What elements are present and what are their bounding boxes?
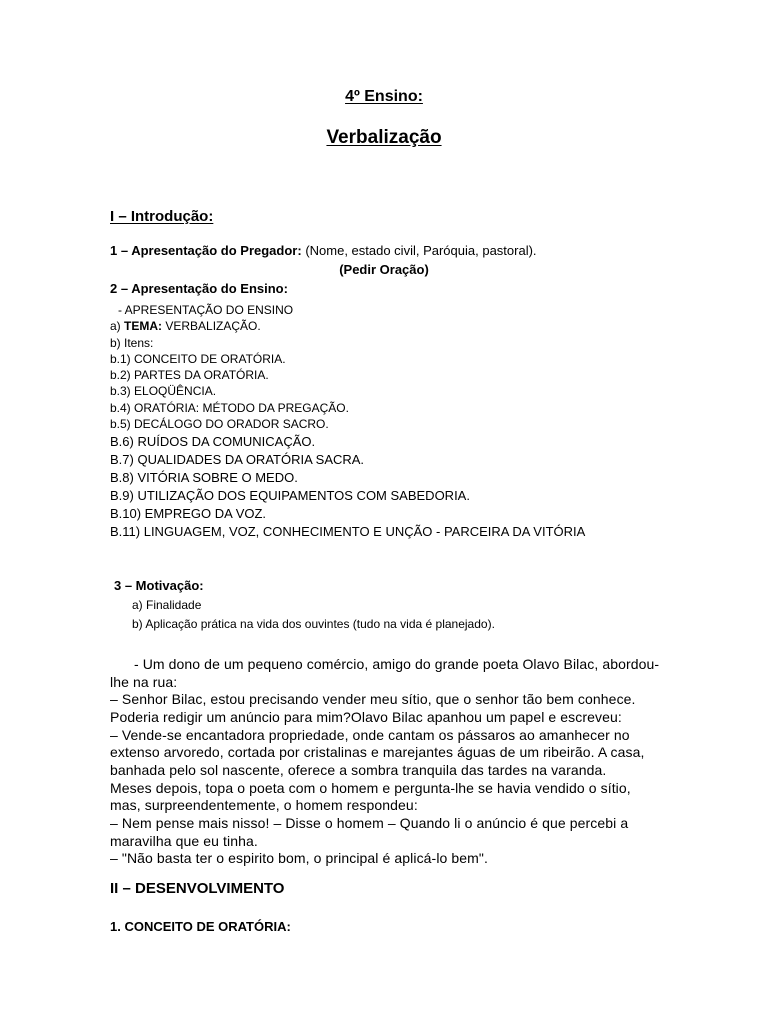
story-line: – Senhor Bilac, estou precisando vender meu sítio, que o senhor tão bem conhece. [110,691,636,707]
story-line: – Nem pense mais nisso! – Disse o homem – Quando li o anúncio é que percebi a [110,815,629,831]
story-line: - Um dono de um pequeno comércio, amigo do grande poeta Olavo Bilac, abordou- [110,656,660,672]
story-line: – Vende-se encantadora propriedade, onde cantam os pássaros ao amanhecer no [110,727,630,743]
list-item: b.4) ORATÓRIA: MÉTODO DA PREGAÇÃO. [110,401,349,415]
motivation-item: a) Finalidade [132,598,202,612]
item-3-label: 3 – Motivação: [114,578,204,593]
theme-line [110,319,261,333]
list-item: B.6) RUÍDOS DA COMUNICAÇÃO. [110,434,316,449]
items-label: b) Itens: [110,336,154,350]
document-title: Verbalização [326,127,442,148]
list-item: b.1) CONCEITO DE ORATÓRIA. [110,352,286,366]
section-introduction: I – Introdução: [110,208,214,225]
story-line: lhe na rua: [110,674,178,690]
story-line: Poderia redigir um anúncio para mim?Olavo Bilac apanhou um papel e escreveu: [110,709,622,725]
theme-prefix: a) [110,319,125,333]
item-1-text: (Nome, estado civil, Paróquia, pastoral). [305,243,537,258]
list-item: B.10) EMPREGO DA VOZ. [110,506,267,521]
story-line: Meses depois, topa o poeta com o homem e pergunta-lhe se havia vendido o sítio, [110,780,631,796]
list-item: B.8) VITÓRIA SOBRE O MEDO. [110,470,298,485]
item-2-label: 2 – Apresentação do Ensino: [110,281,288,296]
theme-value: VERBALIZAÇÃO. [162,319,261,333]
story-line: – "Não basta ter o espirito bom, o principal é aplicá-lo bem". [110,850,488,866]
story-line: banhada pelo sol nascente, oferece a sombra tranquila das tardes na varanda. [110,762,607,778]
motivation-item: b) Aplicação prática na vida dos ouvintes (tudo na vida é planejado). [132,617,495,631]
story-line: mas, surpreendentemente, o homem respondeu: [110,797,418,813]
document-heading: 4º Ensino: [345,88,423,105]
item-1 [110,243,537,258]
list-item: b.3) ELOQÜÊNCIA. [110,384,217,398]
subsection-oratory-concept: 1. CONCEITO DE ORATÓRIA: [110,919,291,934]
list-item: B.11) LINGUAGEM, VOZ, CONHECIMENTO E UNÇÃO - PARCEIRA DA VITÓRIA [110,524,586,539]
theme-label: TEMA: [124,319,163,333]
prayer-note: (Pedir Oração) [339,262,429,277]
list-item: B.9) UTILIZAÇÃO DOS EQUIPAMENTOS COM SABEDORIA. [110,488,470,503]
list-item: b.5) DECÁLOGO DO ORADOR SACRO. [110,417,329,431]
story-line: extenso arvoredo, cortada por cristalinas e marejantes águas de um ribeirão. A casa, [110,744,645,760]
section-development: II – DESENVOLVIMENTO [110,880,285,897]
item-1-label: 1 – Apresentação do Pregador: [110,243,302,258]
story-line: maravilha que eu tinha. [110,833,258,849]
list-item: B.7) QUALIDADES DA ORATÓRIA SACRA. [110,452,365,467]
list-item: b.2) PARTES DA ORATÓRIA. [110,368,269,382]
presentation-heading: - APRESENTAÇÃO DO ENSINO [118,303,294,317]
